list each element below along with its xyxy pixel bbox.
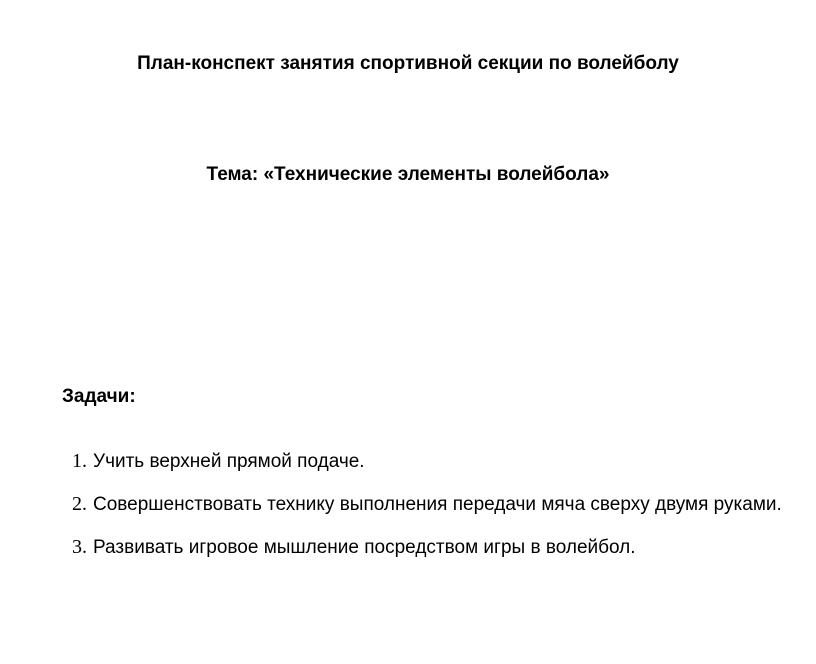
- task-number: 1.: [72, 450, 87, 472]
- task-text: Развивать игровое мышление посредством игры в волейбол.: [93, 537, 636, 558]
- task-item: [72, 440, 784, 483]
- task-text: Учить верхней прямой подаче.: [93, 451, 365, 472]
- task-item: [72, 526, 784, 569]
- task-number: 2.: [72, 493, 87, 515]
- document-title: План-конспект занятия спортивной секции по волейболу: [137, 53, 679, 74]
- task-number: 3.: [72, 536, 87, 558]
- tasks-heading: Задачи:: [62, 386, 136, 407]
- task-text: Совершенствовать технику выполнения передачи мяча сверху двумя руками.: [93, 494, 782, 515]
- task-item: [72, 483, 784, 526]
- document-topic: Тема: «Технические элементы волейбола»: [206, 164, 610, 185]
- task-list: [72, 440, 784, 569]
